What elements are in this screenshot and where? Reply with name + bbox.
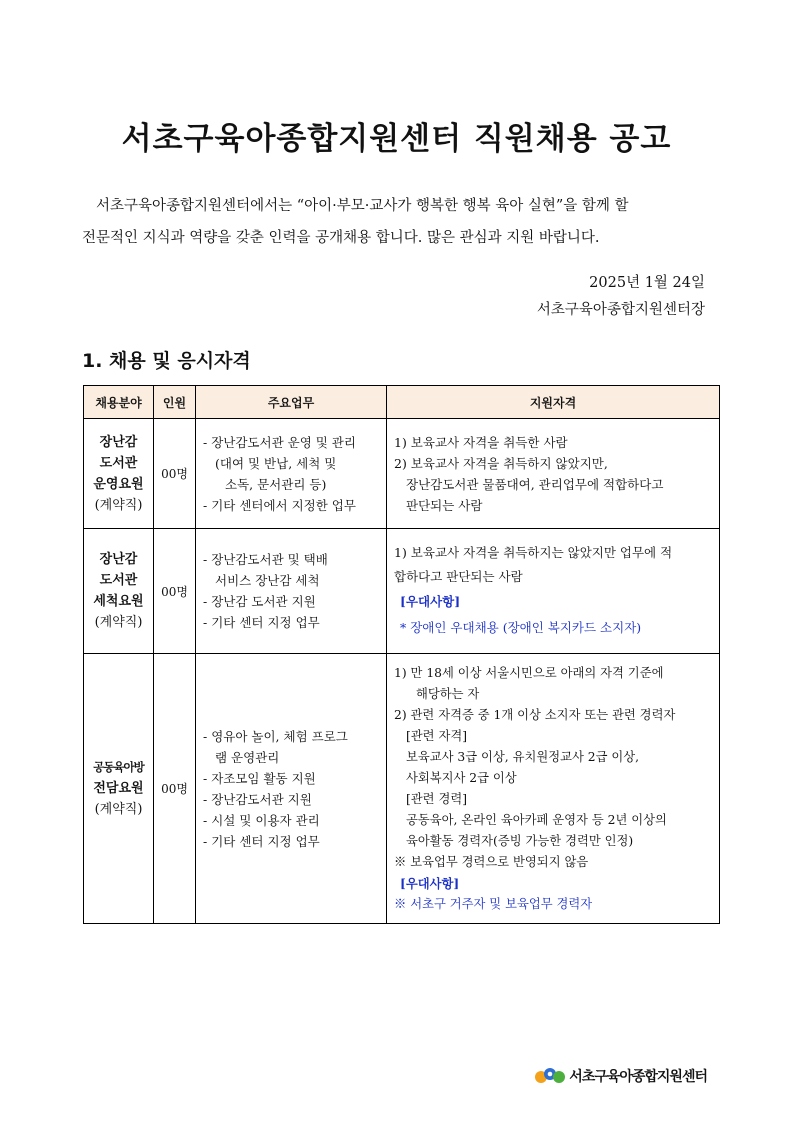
contract-type: (계약직)	[94, 497, 143, 513]
qualification-item: 2) 관련 자격증 중 1개 이상 소지자 또는 관련 경력자	[394, 707, 676, 722]
field-name: 도서관	[99, 455, 138, 471]
qualification-item: [관련 자격]	[406, 728, 468, 743]
qualification-item: 1) 만 18세 이상 서울시민으로 아래의 자격 기준에	[394, 665, 664, 680]
field-name: 도서관	[99, 573, 138, 588]
duties-cell	[196, 654, 387, 924]
qualification-item: 사회복지사 2급 이상	[406, 770, 517, 785]
duty-item: - 시설 및 이용자 관리	[203, 812, 320, 828]
center-logo	[534, 1066, 707, 1086]
page-title: 서초구육아종합지원센터 직원채용 공고	[121, 121, 672, 157]
header-count: 인원	[154, 386, 196, 419]
field-name: 장난감	[99, 552, 138, 567]
duty-item: - 장난감도서관 지원	[203, 791, 312, 807]
duty-item: - 장난감 도서관 지원	[203, 594, 316, 609]
qualification-item: 판단되는 사람	[406, 497, 483, 513]
qualifications-cell	[387, 419, 720, 529]
field-name: 장난감	[99, 434, 138, 450]
qualification-item: 1) 보육교사 자격을 취득한 사람	[394, 434, 568, 450]
header-qualifications: 지원자격	[387, 386, 720, 419]
duty-item: - 장난감도서관 및 택배	[203, 552, 328, 567]
qualification-item: 해당하는 자	[416, 686, 480, 701]
duty-item: 소독, 문서관리 등)	[225, 476, 327, 492]
duty-item: - 장난감도서관 운영 및 관리	[203, 434, 356, 450]
field-cell	[84, 654, 154, 924]
qualification-item: 1) 보육교사 자격을 취득하지는 않았지만 업무에 적	[394, 545, 673, 560]
notice-signature: 서초구육아종합지원센터장	[536, 302, 705, 318]
intro-line-2: 전문적인 지식과 역량을 갖춘 인력을 공개채용 합니다. 많은 관심과 지원 바랍니다.	[82, 230, 600, 246]
contract-type: (계약직)	[94, 615, 143, 630]
duty-item: (대여 및 반납, 세척 및	[215, 455, 337, 471]
table-row	[84, 529, 720, 654]
preference-item: ※ 서초구 거주자 및 보육업무 경력자	[394, 896, 593, 911]
duty-item: 서비스 장난감 세척	[215, 573, 320, 588]
section-heading-recruitment: 1. 채용 및 응시자격	[82, 350, 251, 372]
headcount-cell: 00명	[154, 419, 196, 529]
notice-date: 2025년 1월 24일	[589, 275, 705, 291]
intro-paragraph	[82, 190, 712, 254]
qualification-item: 육아활동 경력자(증빙 가능한 경력만 인정)	[406, 833, 634, 848]
field-cell	[84, 419, 154, 529]
qualifications-cell	[387, 529, 720, 654]
qualification-item: 합하다고 판단되는 사람	[394, 569, 523, 584]
qualification-item: 보육교사 3급 이상, 유치원정교사 2급 이상,	[406, 749, 640, 764]
header-duties: 주요업무	[196, 386, 387, 419]
recruitment-table	[83, 385, 720, 924]
qualification-item: 2) 보육교사 자격을 취득하지 않았지만,	[394, 455, 608, 471]
table-row	[84, 654, 720, 924]
qualification-item: 공동육아, 온라인 육아카페 운영자 등 2년 이상의	[406, 812, 667, 827]
preference-label: [우대사항]	[400, 594, 461, 609]
qualification-item: ※ 보육업무 경력으로 반영되지 않음	[394, 854, 589, 869]
field-name: 공동육아방	[93, 760, 144, 774]
field-name: 전담요원	[93, 781, 144, 796]
duty-item: - 기타 센터에서 지정한 업무	[203, 497, 356, 513]
qualifications-cell	[387, 654, 720, 924]
table-row	[84, 419, 720, 529]
intro-line-1: 서초구육아종합지원센터에서는 “아이·부모·교사가 행복한 행복 육아 실현”을 함께 할	[96, 198, 629, 214]
qualification-item: 장난감도서관 물품대여, 관리업무에 적합하다고	[406, 476, 664, 492]
duties-cell	[196, 419, 387, 529]
contract-type: (계약직)	[94, 802, 143, 817]
table-header-row	[84, 386, 720, 419]
duties-cell	[196, 529, 387, 654]
preference-label: [우대사항]	[400, 875, 460, 891]
field-cell	[84, 529, 154, 654]
qualification-item: [관련 경력]	[406, 791, 468, 806]
field-name: 운영요원	[93, 476, 144, 492]
header-field: 채용분야	[84, 386, 154, 419]
duty-item: - 자조모임 활동 지원	[203, 770, 316, 786]
logo-mark-icon	[534, 1066, 566, 1086]
field-name: 세척요원	[93, 594, 144, 609]
duty-item: - 영유아 놀이, 체험 프로그	[203, 728, 348, 744]
headcount-cell: 00명	[154, 654, 196, 924]
duty-item: 램 운영관리	[215, 749, 280, 765]
preference-item: * 장애인 우대채용 (장애인 복지카드 소지자)	[400, 620, 642, 635]
duty-item: - 기타 센터 지정 업무	[203, 833, 320, 849]
duty-item: - 기타 센터 지정 업무	[203, 615, 320, 630]
headcount-cell: 00명	[154, 529, 196, 654]
logo-text: 서초구육아종합지원센터	[569, 1069, 707, 1085]
